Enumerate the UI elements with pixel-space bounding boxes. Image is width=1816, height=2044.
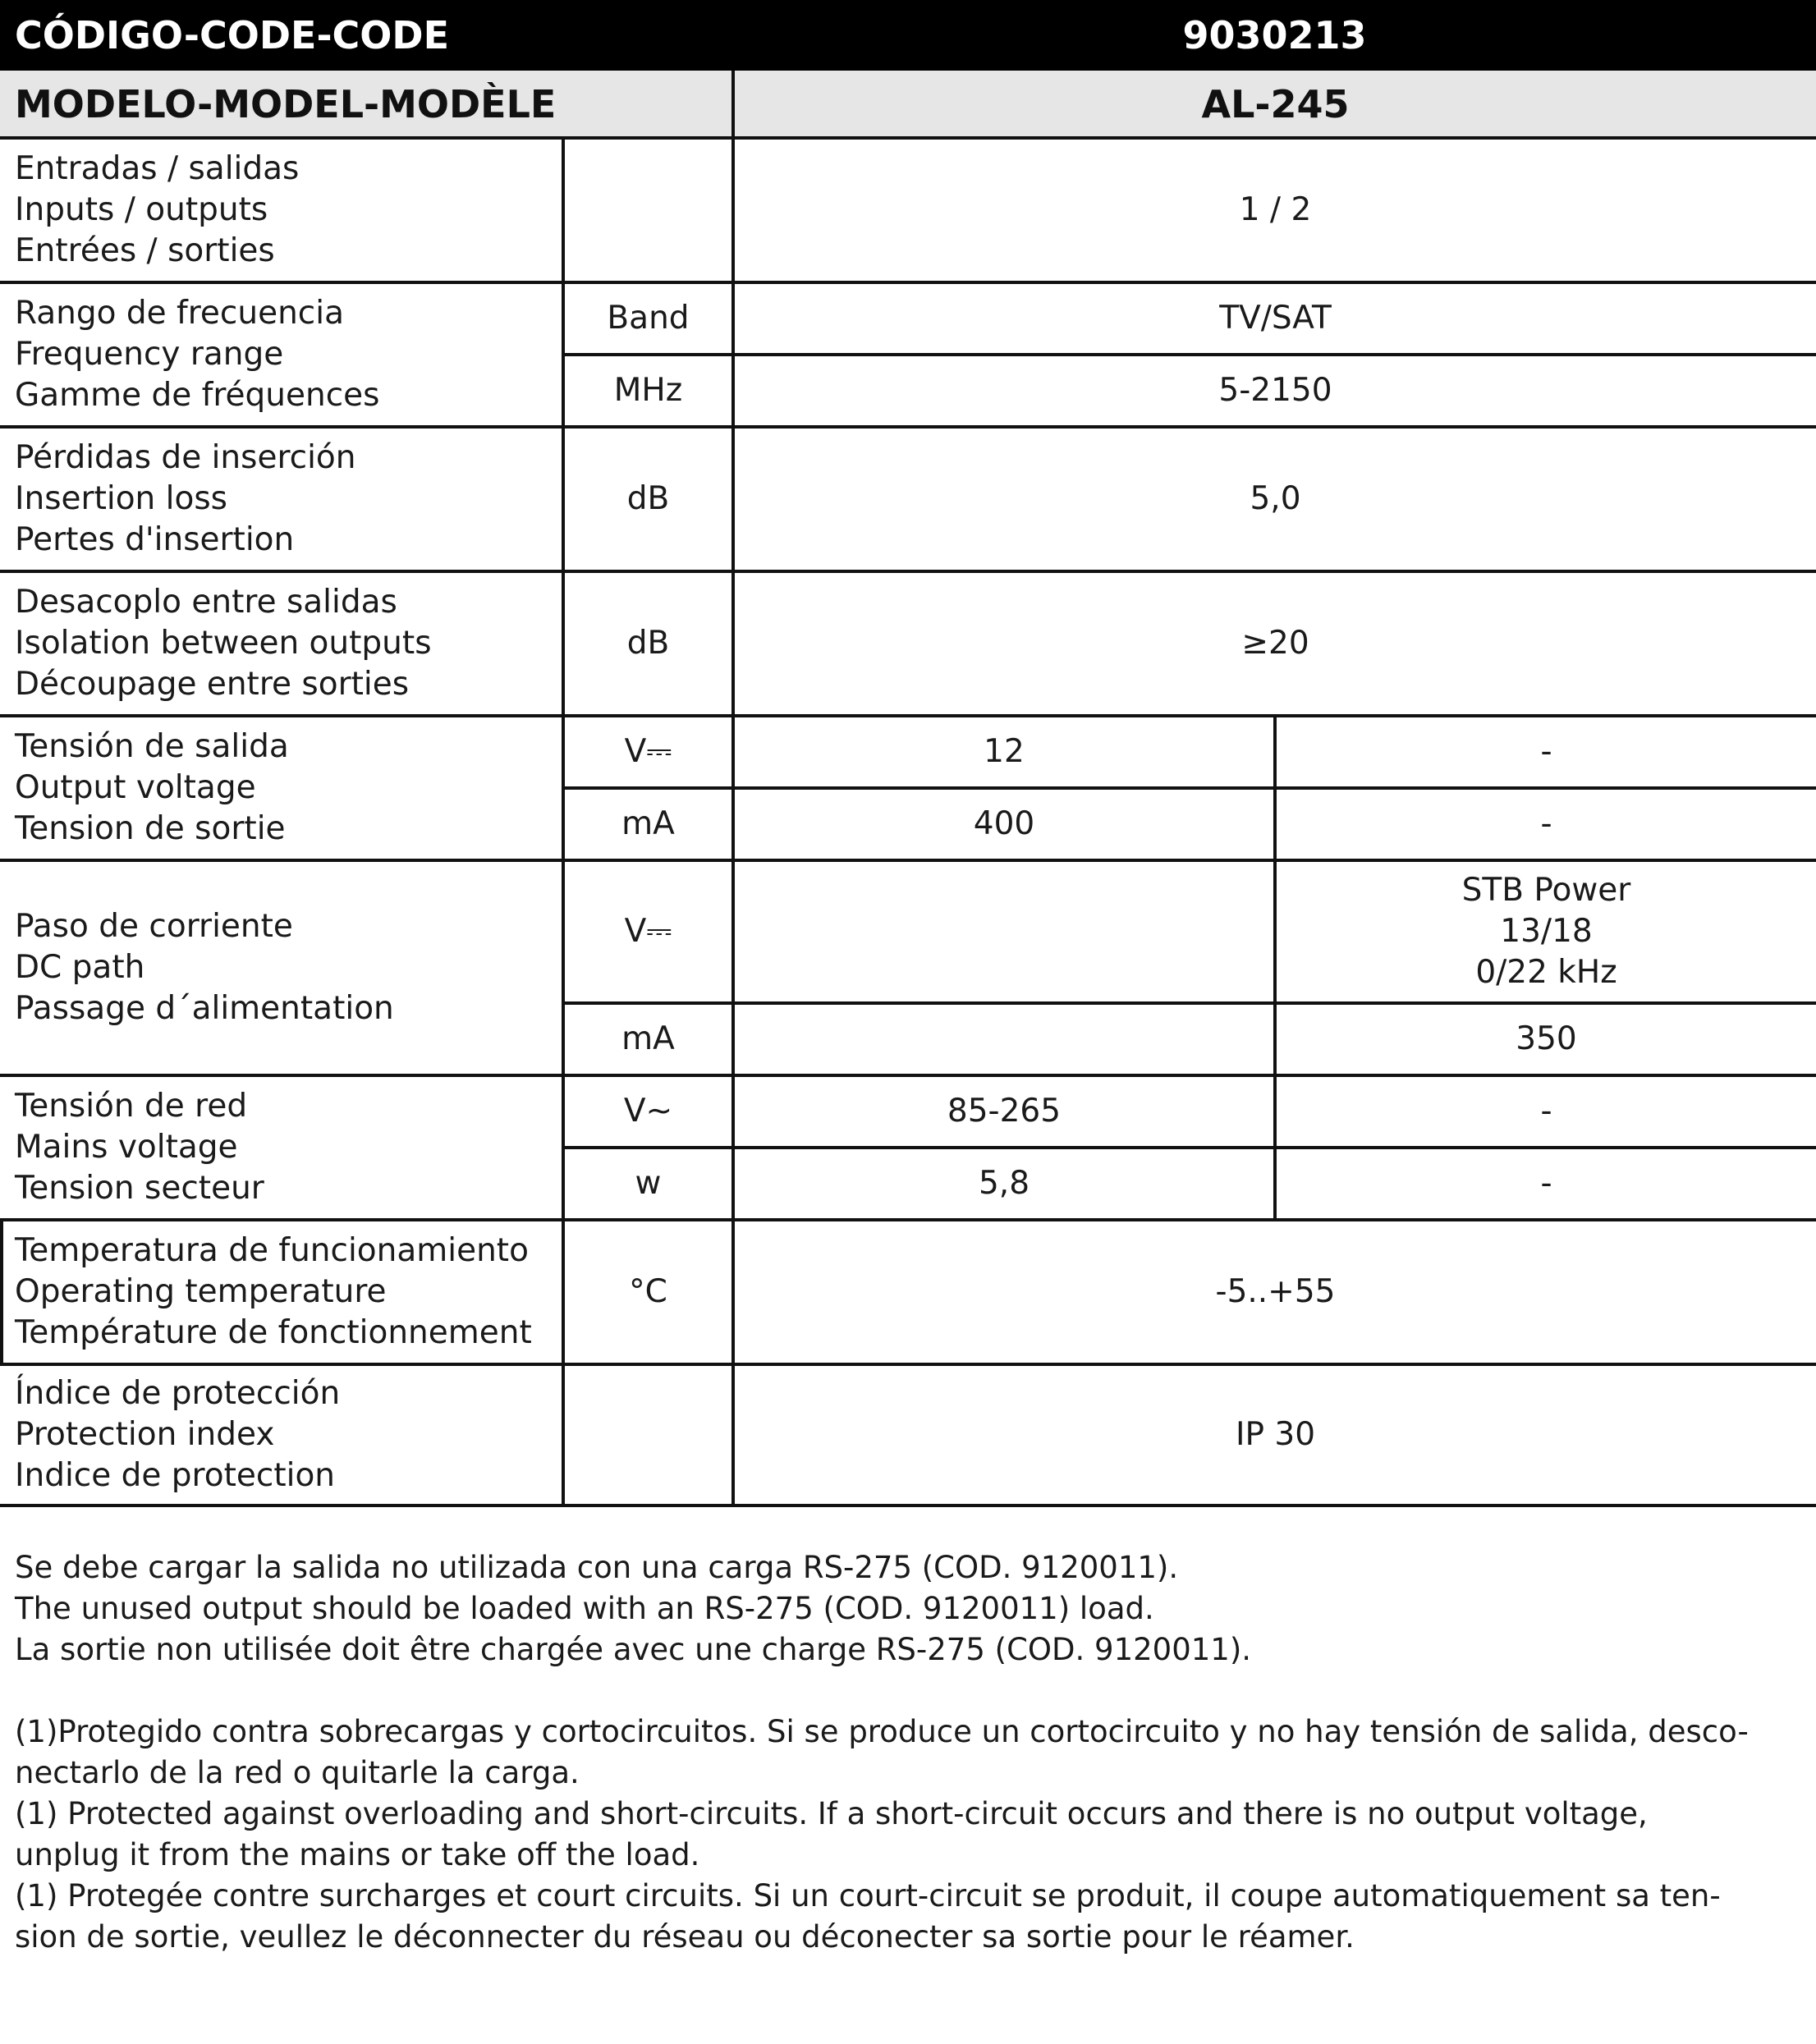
row-dc-path-b2: 350	[1516, 1020, 1577, 1057]
table-divider	[0, 281, 1816, 284]
row-mains-b1: -	[1540, 1093, 1552, 1130]
note-line: (1)Protegido contra sobrecargas y cortocircuitos. Si se produce un cortocircuito y no hay tensión de salida, desco-	[15, 1714, 1749, 1749]
table-divider	[563, 786, 1816, 790]
protection-note	[15, 1712, 1805, 1958]
row-io-value: 1 / 2	[1239, 191, 1312, 228]
table-divider	[562, 140, 565, 1507]
table-divider	[0, 1218, 1816, 1221]
label-es: Temperatura de funcionamiento	[15, 1232, 529, 1269]
note-line: unplug it from the mains or take off the load.	[15, 1837, 700, 1872]
row-io-label	[0, 140, 562, 281]
row-temperature-unit: °C	[629, 1273, 667, 1310]
row-insertion-value: 5,0	[1250, 480, 1301, 517]
label-es: Rango de frecuencia	[15, 295, 344, 332]
row-output-voltage-unit-v: V⎓	[624, 733, 672, 770]
label-fr: Tension secteur	[15, 1170, 264, 1207]
table-divider	[0, 1218, 3, 1366]
label-fr: Pertes d'insertion	[15, 521, 295, 558]
table-divider	[0, 859, 1816, 862]
label-es: Índice de protección	[15, 1375, 341, 1412]
label-fr: Tension de sortie	[15, 810, 286, 847]
row-isolation-unit: dB	[626, 625, 670, 662]
row-mains-label	[0, 1077, 562, 1218]
row-freq-label	[0, 284, 562, 425]
table-divider	[0, 1074, 1816, 1077]
label-fr: Température de fonctionnement	[15, 1314, 532, 1351]
row-insertion-label	[0, 429, 562, 570]
row-mains-a2: 5,8	[978, 1165, 1030, 1202]
row-output-voltage-unit-ma: mA	[621, 805, 675, 842]
stb-tone-text: 0/22 kHz	[1475, 954, 1617, 991]
row-mains-b2: -	[1540, 1165, 1552, 1202]
model-value: AL-245	[735, 71, 1816, 138]
row-freq-unit-mhz: MHz	[613, 372, 683, 409]
row-isolation-value: ≥20	[1241, 625, 1309, 662]
stb-voltage-text: 13/18	[1500, 913, 1593, 950]
note-line: Se debe cargar la salida no utilizada con una carga RS-275 (COD. 9120011).	[15, 1550, 1179, 1585]
table-divider	[563, 353, 1816, 356]
row-dc-path-unit-ma: mA	[621, 1020, 675, 1057]
row-output-voltage-a1: 12	[984, 733, 1025, 770]
row-mains-unit-v: V~	[623, 1093, 673, 1130]
label-es: Pérdidas de inserción	[15, 439, 356, 476]
note-line: (1) Protegée contre surcharges et court circuits. Si un court-circuit se produit, il coupe automatiquement sa ten-	[15, 1878, 1721, 1913]
label-es: Paso de corriente	[15, 908, 293, 945]
label-fr: Indice de protection	[15, 1457, 336, 1494]
table-divider	[0, 570, 1816, 573]
model-label: MODELO-MODEL-MODÈLE	[0, 71, 731, 138]
label-en: Output voltage	[15, 769, 256, 806]
row-dc-path-unit-v: V⎓	[624, 913, 672, 950]
table-divider	[0, 714, 1816, 717]
row-temperature-label	[0, 1221, 562, 1363]
row-isolation-label	[0, 573, 562, 714]
table-divider	[563, 1001, 1816, 1005]
table-divider	[0, 1504, 1816, 1507]
label-fr: Découpage entre sorties	[15, 666, 410, 703]
row-mains-unit-w: w	[635, 1165, 662, 1202]
row-output-voltage-a2: 400	[973, 805, 1035, 842]
row-dc-path-label	[0, 862, 562, 1074]
label-es: Entradas / salidas	[15, 150, 300, 187]
row-freq-value-mhz: 5-2150	[1218, 372, 1332, 409]
code-value: 9030213	[733, 0, 1816, 71]
row-freq-value-band: TV/SAT	[1219, 300, 1332, 337]
row-output-voltage-label	[0, 717, 562, 859]
label-en: Protection index	[15, 1416, 275, 1453]
table-divider	[0, 425, 1816, 429]
stb-power-text: STB Power	[1461, 872, 1631, 909]
row-mains-a1: 85-265	[947, 1093, 1062, 1130]
row-dc-path-b1	[1277, 862, 1816, 1001]
table-divider	[1273, 714, 1277, 1220]
label-fr: Entrées / sorties	[15, 232, 275, 269]
note-line: sion de sortie, veullez le déconnecter du réseau ou déconecter sa sortie pour le réamer.	[15, 1919, 1355, 1955]
label-en: Mains voltage	[15, 1129, 238, 1166]
row-freq-unit-band: Band	[607, 300, 690, 337]
note-line: The unused output should be loaded with an RS-275 (COD. 9120011) load.	[15, 1591, 1154, 1626]
note-line: (1) Protected against overloading and short-circuits. If a short-circuit occurs and there is no output voltage,	[15, 1796, 1648, 1831]
table-divider	[0, 1363, 1816, 1366]
label-en: Frequency range	[15, 336, 284, 373]
load-note	[15, 1547, 1805, 1670]
row-protection-label	[0, 1366, 562, 1504]
code-label: CÓDIGO-CODE-CODE	[0, 0, 733, 71]
label-es: Tensión de salida	[15, 728, 289, 765]
note-line: La sortie non utilisée doit être chargée avec une charge RS-275 (COD. 9120011).	[15, 1632, 1252, 1667]
label-en: Isolation between outputs	[15, 625, 432, 662]
note-line: nectarlo de la red o quitarle la carga.	[15, 1755, 580, 1790]
row-output-voltage-b2: -	[1540, 805, 1552, 842]
table-divider	[563, 1146, 1816, 1149]
row-temperature-value: -5..+55	[1215, 1273, 1336, 1310]
label-fr: Gamme de fréquences	[15, 377, 380, 414]
label-en: Inputs / outputs	[15, 191, 268, 228]
label-en: Insertion loss	[15, 480, 228, 517]
table-divider	[731, 71, 735, 1507]
label-en: DC path	[15, 949, 145, 986]
table-divider	[0, 136, 1816, 140]
label-en: Operating temperature	[15, 1273, 387, 1310]
label-es: Desacoplo entre salidas	[15, 584, 397, 621]
label-es: Tensión de red	[15, 1088, 248, 1125]
row-output-voltage-b1: -	[1540, 733, 1552, 770]
row-insertion-unit: dB	[626, 480, 670, 517]
row-protection-value: IP 30	[1235, 1416, 1316, 1453]
label-fr: Passage d´alimentation	[15, 990, 394, 1027]
